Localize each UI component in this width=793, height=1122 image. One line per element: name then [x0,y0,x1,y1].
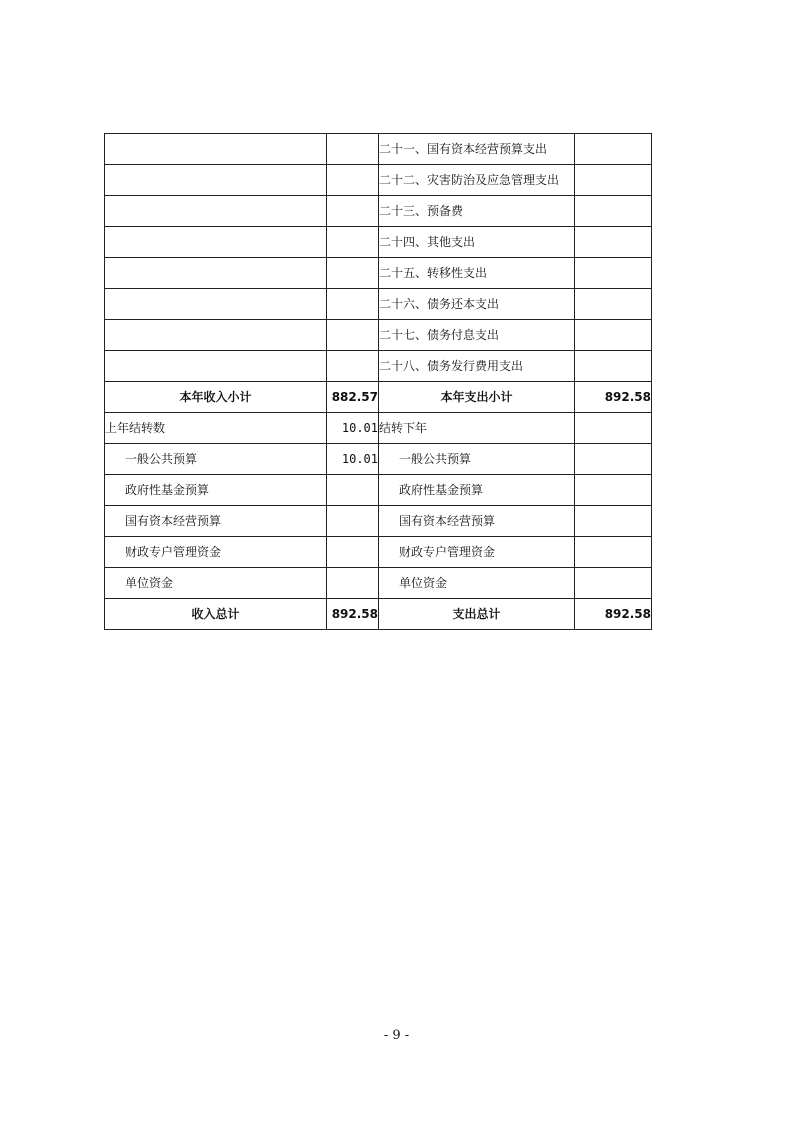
table-row [105,227,652,258]
table-row [105,165,652,196]
expense-subtotal-label: 本年支出小计 [379,382,575,413]
expense-label-cell: 一般公共预算 [379,444,575,475]
income-value-cell [327,196,379,227]
income-label-cell [105,196,327,227]
expense-label-cell: 财政专户管理资金 [379,537,575,568]
carryover-row [105,506,652,537]
expense-value-cell [575,165,652,196]
income-value-cell [327,568,379,599]
income-label-cell [105,320,327,351]
table-row [105,258,652,289]
income-total-value: 892.58 [327,599,379,630]
income-value-cell [327,475,379,506]
expense-subtotal-value: 892.58 [575,382,652,413]
table-row [105,351,652,382]
expense-label-cell: 二十八、债务发行费用支出 [379,351,575,382]
table-row [105,134,652,165]
income-value-cell [327,165,379,196]
expense-value-cell [575,537,652,568]
expense-total-label: 支出总计 [379,599,575,630]
expense-label-cell: 单位资金 [379,568,575,599]
expense-value-cell [575,227,652,258]
expense-value-cell [575,351,652,382]
income-value-cell [327,320,379,351]
income-label-cell: 政府性基金预算 [105,475,327,506]
expense-value-cell [575,134,652,165]
expense-label-cell: 二十六、债务还本支出 [379,289,575,320]
income-label-cell [105,134,327,165]
page-number: - 9 - [383,1028,410,1043]
expense-value-cell [575,289,652,320]
expense-label-cell: 二十四、其他支出 [379,227,575,258]
income-subtotal-label: 本年收入小计 [105,382,327,413]
income-label-cell [105,165,327,196]
income-value-cell [327,227,379,258]
expense-total-value: 892.58 [575,599,652,630]
grand-total-row [105,599,652,630]
expense-label-cell: 二十一、国有资本经营预算支出 [379,134,575,165]
expense-value-cell [575,568,652,599]
income-value-cell [327,289,379,320]
expense-value-cell [575,196,652,227]
expense-label-cell: 二十三、预备费 [379,196,575,227]
income-total-label: 收入总计 [105,599,327,630]
income-value-cell: 10.01 [327,413,379,444]
expense-label-cell: 国有资本经营预算 [379,506,575,537]
income-value-cell [327,506,379,537]
carryover-row [105,444,652,475]
table-row [105,320,652,351]
income-label-cell [105,227,327,258]
income-label-cell: 上年结转数 [105,413,327,444]
income-label-cell: 单位资金 [105,568,327,599]
expense-value-cell [575,506,652,537]
budget-table [104,133,652,630]
income-value-cell: 10.01 [327,444,379,475]
income-value-cell [327,134,379,165]
income-label-cell [105,258,327,289]
income-label-cell: 财政专户管理资金 [105,537,327,568]
income-value-cell [327,537,379,568]
table-row [105,289,652,320]
expense-value-cell [575,475,652,506]
expense-label-cell: 二十五、转移性支出 [379,258,575,289]
expense-label-cell: 政府性基金预算 [379,475,575,506]
expense-label-cell: 二十二、灾害防治及应急管理支出 [379,165,575,196]
expense-value-cell [575,258,652,289]
subtotal-row [105,382,652,413]
income-label-cell [105,289,327,320]
expense-value-cell [575,320,652,351]
carryover-row [105,413,652,444]
expense-value-cell [575,413,652,444]
income-value-cell [327,258,379,289]
income-label-cell: 国有资本经营预算 [105,506,327,537]
table-row [105,196,652,227]
income-label-cell: 一般公共预算 [105,444,327,475]
carryover-row [105,568,652,599]
income-value-cell [327,351,379,382]
expense-label-cell: 二十七、债务付息支出 [379,320,575,351]
expense-label-cell: 结转下年 [379,413,575,444]
income-label-cell [105,351,327,382]
expense-value-cell [575,444,652,475]
income-subtotal-value: 882.57 [327,382,379,413]
carryover-row [105,537,652,568]
carryover-row [105,475,652,506]
